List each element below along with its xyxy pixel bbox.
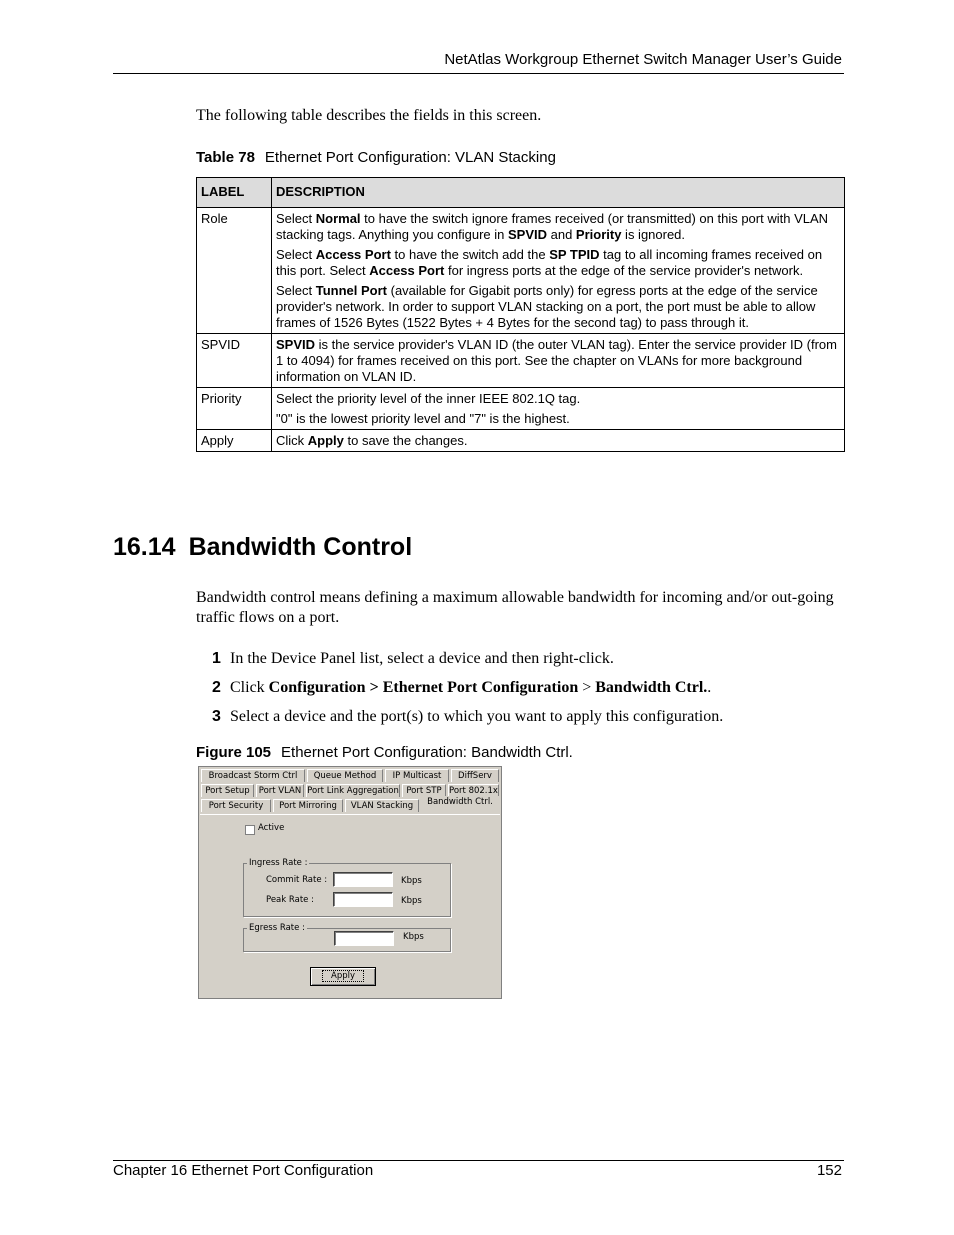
- tab-ip-multicast[interactable]: IP Multicast: [385, 769, 449, 782]
- ingress-rate-title: Ingress Rate :: [249, 858, 308, 868]
- table-row: [197, 208, 845, 334]
- step-item: [212, 708, 723, 726]
- row-description: [272, 388, 845, 430]
- step-number: 2: [212, 679, 221, 696]
- bandwidth-ctrl-tab-content: [200, 814, 500, 998]
- commit-rate-input[interactable]: [333, 872, 393, 887]
- figure-caption: [196, 744, 573, 761]
- table-row: [197, 334, 845, 388]
- tab-port-setup[interactable]: Port Setup: [201, 784, 254, 797]
- body-paragraph: Bandwidth control means defining a maximum allowable bandwidth for incoming and/or out-going traffic flows on a port.: [196, 589, 834, 626]
- bandwidth-ctrl-screenshot: [198, 766, 502, 999]
- apply-button[interactable]: [310, 967, 376, 986]
- active-checkbox[interactable]: [245, 825, 255, 835]
- footer-chapter: Chapter 16 Ethernet Port Configuration: [113, 1162, 374, 1179]
- tab-queue-method[interactable]: Queue Method: [307, 769, 383, 782]
- apply-button-label: Apply: [322, 970, 364, 982]
- tab-port-vlan[interactable]: Port VLAN: [256, 784, 304, 797]
- running-header: NetAtlas Workgroup Ethernet Switch Manager User’s Guide: [444, 51, 842, 68]
- tab-broadcast-storm-ctrl[interactable]: Broadcast Storm Ctrl: [201, 769, 305, 782]
- commit-rate-unit: Kbps: [401, 876, 422, 886]
- description-paragraph: SPVID is the service provider's VLAN ID (the outer VLAN tag). Enter the service provider ID (from 1 to 4094) for frames received on this port. See the chapter on VLANs for more background information on VLAN ID.: [276, 337, 837, 384]
- table-row: [197, 430, 845, 452]
- figure-caption-text: Ethernet Port Configuration: Bandwidth Ctrl.: [281, 744, 573, 761]
- header-rule: [113, 73, 844, 74]
- table-header-row: [197, 178, 845, 208]
- description-paragraph: Select the priority level of the inner IEEE 802.1Q tag.: [276, 391, 581, 406]
- section-number: 16.14: [113, 533, 176, 561]
- row-label: SPVID: [197, 334, 272, 388]
- section-heading: [113, 533, 412, 562]
- section-title: Bandwidth Control: [188, 533, 413, 561]
- description-paragraph: Select Normal to have the switch ignore frames received (or transmitted) on this port with VLAN stacking tags. Anything you configure in SPVID and Priority is ignored.: [276, 211, 829, 242]
- table-caption-number: Table 78: [196, 149, 255, 166]
- description-paragraph: Select Access Port to have the switch add the SP TPID tag to all incoming frames received on this port. Select Access Port for ingress ports at the edge of the service provider's network.: [276, 247, 823, 278]
- description-paragraph: "0" is the lowest priority level and "7" is the highest.: [276, 411, 570, 426]
- commit-rate-label: Commit Rate :: [266, 875, 328, 885]
- tab-port-802-1x[interactable]: Port 802.1x: [449, 786, 498, 796]
- page-number: 152: [816, 1162, 842, 1179]
- peak-rate-unit: Kbps: [401, 896, 422, 906]
- step-item: 2 Click Configuration > Ethernet Port Configuration > Bandwidth Ctrl..: [212, 679, 712, 696]
- description-paragraph: Select Tunnel Port (available for Gigabit ports only) for egress ports at the edge of the service provider's network. In order to support VLAN stacking on a port, the port must be able to allow frames of 1526 Bytes (1522 Bytes + 4 Bytes for the second tag) to pass through it.: [276, 283, 818, 330]
- step-text: In the Device Panel list, select a device and then right-click.: [230, 650, 614, 667]
- egress-rate-input[interactable]: [334, 931, 394, 946]
- figure-caption-number: Figure 105: [196, 744, 272, 761]
- col-label-header: LABEL: [197, 178, 272, 208]
- tab-port-security[interactable]: Port Security: [201, 799, 271, 812]
- tab-port-link-aggregation[interactable]: Port Link Aggregation: [307, 786, 399, 796]
- table-row: [197, 388, 845, 430]
- egress-rate-title: Egress Rate :: [249, 923, 305, 933]
- tab-vlan-stacking[interactable]: VLAN Stacking: [345, 799, 419, 812]
- row-label: Apply: [197, 430, 272, 452]
- table-caption-text: Ethernet Port Configuration: VLAN Stacking: [264, 149, 556, 166]
- active-label: Active: [258, 823, 285, 833]
- step-number: 1: [212, 650, 221, 667]
- step-item: [212, 650, 614, 668]
- egress-rate-unit: Kbps: [403, 932, 424, 942]
- table-caption: [196, 149, 556, 166]
- peak-rate-label: Peak Rate :: [266, 895, 314, 905]
- row-description: [272, 334, 845, 388]
- tab-bandwidth-ctrl[interactable]: Bandwidth Ctrl.: [421, 796, 499, 814]
- step-text: Select a device and the port(s) to which you want to apply this configuration.: [230, 708, 724, 725]
- row-label: Priority: [197, 388, 272, 430]
- peak-rate-input[interactable]: [333, 892, 393, 907]
- footer-rule: [113, 1160, 844, 1161]
- row-label: Role: [197, 208, 272, 334]
- col-description-header: DESCRIPTION: [272, 178, 845, 208]
- description-paragraph: Click Apply to save the changes.: [276, 433, 468, 448]
- field-description-table: [196, 177, 845, 452]
- intro-paragraph: The following table describes the fields in this screen.: [196, 107, 542, 124]
- tab-port-mirroring[interactable]: Port Mirroring: [273, 799, 343, 812]
- step-number: 3: [212, 708, 221, 725]
- row-description: [272, 430, 845, 452]
- tab-diffserv[interactable]: DiffServ: [451, 769, 499, 782]
- row-description: [272, 208, 845, 334]
- tab-port-stp[interactable]: Port STP: [402, 784, 446, 797]
